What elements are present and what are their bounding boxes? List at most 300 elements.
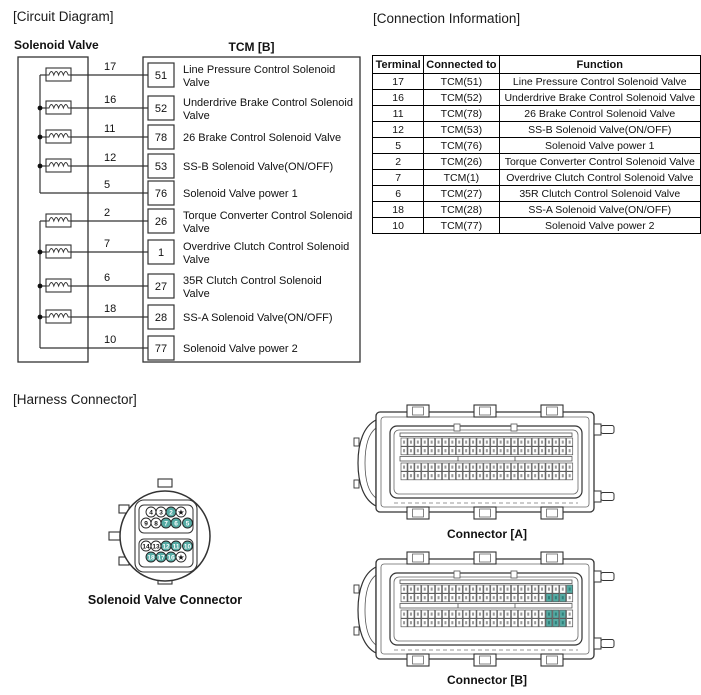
pin-mark: [555, 466, 557, 469]
table-cell: SS-A Solenoid Valve(ON/OFF): [499, 202, 700, 218]
pin-mark: [513, 588, 515, 591]
function-label: Solenoid Valve power 1: [183, 188, 298, 200]
pin-mark: [520, 588, 522, 591]
circuit-diagram-title: [Circuit Diagram]: [13, 9, 114, 24]
pin-mark: [403, 441, 405, 444]
pin-mark: [534, 613, 536, 616]
function-label: Underdrive Brake Control Solenoid: [183, 97, 353, 109]
pin-label: 16: [167, 554, 175, 562]
function-label: 26 Brake Control Solenoid Valve: [183, 132, 342, 144]
pin-mark: [479, 449, 481, 452]
pin-mark: [472, 474, 474, 477]
pin-mark: [417, 621, 419, 624]
pin-label: 5: [185, 520, 190, 528]
table-cell: TCM(1): [424, 170, 499, 186]
pin-mark: [465, 621, 467, 624]
pin-mark: [513, 466, 515, 469]
pin-mark: [555, 474, 557, 477]
pin-mark: [424, 466, 426, 469]
circuit-row: [38, 123, 342, 149]
pin-mark: [458, 613, 460, 616]
terminal-number: 11: [104, 123, 116, 135]
pin-mark: [431, 474, 433, 477]
junction-dot: [38, 284, 43, 289]
left-cap: [358, 420, 376, 506]
pin-mark: [541, 613, 543, 616]
terminal-number: 6: [104, 272, 111, 284]
pin-mark: [465, 613, 467, 616]
pin-mark: [410, 449, 412, 452]
pin-number: 52: [154, 103, 168, 115]
pin-mark: [500, 474, 502, 477]
table-cell: TCM(78): [424, 106, 499, 122]
pin-mark: [472, 596, 474, 599]
pin-mark: [465, 588, 467, 591]
pin-mark: [451, 621, 453, 624]
junction-dot: [38, 135, 43, 140]
pin-mark: [562, 588, 564, 591]
pin-mark: [527, 466, 529, 469]
pin-number: 28: [154, 312, 168, 324]
pin-mark: [451, 466, 453, 469]
pin-mark: [458, 621, 460, 624]
pin-mark: [431, 621, 433, 624]
pin-mark: [451, 474, 453, 477]
latch-slot: [511, 571, 517, 578]
pin-mark: [403, 588, 405, 591]
pin-mark: [465, 596, 467, 599]
key-pin-star-icon: ★: [177, 552, 185, 562]
table-cell: TCM(77): [424, 218, 499, 234]
pin-mark: [479, 441, 481, 444]
pin-number: 51: [154, 70, 168, 82]
pin-mark: [562, 449, 564, 452]
pin-mark: [548, 621, 550, 624]
pin-mark: [548, 596, 550, 599]
pin-mark: [486, 449, 488, 452]
terminal-number: 5: [104, 179, 111, 191]
connector-a-label: Connector [A]: [447, 527, 527, 541]
table-row: [373, 138, 701, 154]
pin-mark: [527, 441, 529, 444]
pin-number: 76: [154, 188, 168, 200]
pin-mark: [507, 588, 509, 591]
pin-mark: [562, 613, 564, 616]
pin-mark: [493, 441, 495, 444]
table-cell: Line Pressure Control Solenoid Valve: [499, 74, 700, 90]
pin-mark: [486, 588, 488, 591]
function-label: Valve: [183, 288, 210, 300]
pin-mark: [507, 621, 509, 624]
pin-label: 3: [159, 509, 163, 517]
pin-mark: [541, 621, 543, 624]
function-label: Line Pressure Control Solenoid: [183, 64, 336, 76]
pin-number: 1: [157, 247, 165, 259]
pin-mark: [562, 474, 564, 477]
pin-mark: [569, 449, 571, 452]
solenoid-valve-connector-label: Solenoid Valve Connector: [87, 593, 243, 607]
terminal-number: 16: [104, 94, 117, 106]
left-cap: [358, 567, 376, 653]
pin-mark: [555, 449, 557, 452]
solenoid-valve-label: Solenoid Valve: [14, 38, 99, 52]
pin-mark: [424, 588, 426, 591]
pin-mark: [438, 449, 440, 452]
table-cell: 2: [373, 154, 424, 170]
connector-b-label: Connector [B]: [447, 673, 527, 687]
pin-label: 8: [154, 520, 158, 528]
pin-mark: [507, 466, 509, 469]
table-cell: 11: [373, 106, 424, 122]
pin-mark: [438, 466, 440, 469]
pin-mark: [500, 621, 502, 624]
cap-notch: [354, 480, 359, 488]
pin-label: 2: [169, 509, 173, 517]
pin-mark: [555, 613, 557, 616]
mid-rail: [400, 457, 572, 462]
pin-mark: [493, 596, 495, 599]
mid-rail: [400, 604, 572, 609]
table-row: [373, 74, 701, 90]
pin-mark: [507, 449, 509, 452]
pin-mark: [520, 466, 522, 469]
pin-mark: [527, 588, 529, 591]
pin-mark: [403, 449, 405, 452]
pin-mark: [548, 613, 550, 616]
pin-mark: [562, 596, 564, 599]
table-cell: 12: [373, 122, 424, 138]
pin-mark: [438, 588, 440, 591]
pin-mark: [500, 449, 502, 452]
pin-label: 12: [162, 543, 170, 551]
pin-number: 26: [154, 216, 168, 228]
pin-mark: [458, 474, 460, 477]
pin-mark: [444, 621, 446, 624]
pin-mark: [513, 613, 515, 616]
top-rail: [400, 433, 572, 437]
table-cell: Overdrive Clutch Control Solenoid Valve: [499, 170, 700, 186]
pin-mark: [520, 474, 522, 477]
pin-mark: [410, 466, 412, 469]
pin-label: 4: [149, 509, 153, 517]
terminal-number: 18: [104, 303, 117, 315]
pin-mark: [520, 449, 522, 452]
cap-notch: [354, 585, 359, 593]
pin-mark: [403, 613, 405, 616]
circuit-diagram-drawing: [0, 0, 370, 385]
pin-mark: [472, 449, 474, 452]
pin-mark: [444, 449, 446, 452]
pin-mark: [534, 588, 536, 591]
function-label: Valve: [183, 110, 210, 122]
pin-mark: [417, 613, 419, 616]
pin-mark: [458, 466, 460, 469]
table-cell: 10: [373, 218, 424, 234]
connection-info-table: [372, 55, 701, 234]
pin-mark: [444, 596, 446, 599]
pin-mark: [534, 474, 536, 477]
table-cell: TCM(53): [424, 122, 499, 138]
terminal-number: 12: [104, 152, 117, 164]
pin-mark: [562, 441, 564, 444]
side-post-cap: [601, 640, 614, 648]
pin-label: 9: [144, 520, 148, 528]
pin-mark: [555, 596, 557, 599]
pin-mark: [541, 449, 543, 452]
pin-mark: [486, 441, 488, 444]
pin-mark: [431, 613, 433, 616]
key-pin-star-icon: ★: [177, 507, 185, 517]
circuit-row: [38, 238, 350, 266]
pin-mark: [479, 613, 481, 616]
terminal-number: 2: [104, 207, 111, 219]
pin-mark: [424, 621, 426, 624]
pin-mark: [493, 588, 495, 591]
pin-mark: [548, 474, 550, 477]
pin-mark: [417, 596, 419, 599]
pin-mark: [472, 621, 474, 624]
function-label: SS-A Solenoid Valve(ON/OFF): [183, 312, 333, 324]
function-label: Overdrive Clutch Control Solenoid: [183, 241, 350, 253]
terminal-number: 17: [104, 61, 117, 73]
table-row: [373, 154, 701, 170]
circuit-row: [38, 272, 322, 300]
side-post: [594, 638, 601, 649]
connector-a-drawing: [354, 404, 620, 524]
table-cell: 5: [373, 138, 424, 154]
tcm-b-label: TCM [B]: [228, 40, 275, 54]
pin-mark: [520, 613, 522, 616]
pin-mark: [424, 596, 426, 599]
pin-mark: [403, 466, 405, 469]
pin-mark: [562, 466, 564, 469]
pin-mark: [569, 466, 571, 469]
table-header: Function: [499, 56, 700, 74]
connector-b-drawing: [354, 551, 620, 671]
table-cell: TCM(51): [424, 74, 499, 90]
table-header: Connected to: [424, 56, 499, 74]
pin-mark: [410, 613, 412, 616]
pin-mark: [451, 441, 453, 444]
pin-label: 7: [164, 520, 168, 528]
function-label: Valve: [183, 77, 210, 89]
pin-mark: [507, 474, 509, 477]
pin-mark: [569, 588, 571, 591]
circuit-row: [38, 303, 333, 329]
connection-table: [372, 55, 701, 234]
table-cell: Solenoid Valve power 1: [499, 138, 700, 154]
function-label: Valve: [183, 254, 210, 266]
pin-mark: [451, 596, 453, 599]
pin-mark: [513, 441, 515, 444]
terminal-number: 7: [104, 238, 111, 250]
side-post-cap: [601, 493, 614, 501]
circuit-row: [40, 334, 298, 360]
pin-mark: [520, 441, 522, 444]
pin-label: 11: [172, 543, 180, 551]
pin-mark: [472, 613, 474, 616]
side-post-cap: [601, 573, 614, 581]
pin-mark: [534, 596, 536, 599]
pin-mark: [493, 474, 495, 477]
pin-mark: [548, 466, 550, 469]
pin-mark: [548, 449, 550, 452]
pin-mark: [417, 441, 419, 444]
pin-mark: [507, 441, 509, 444]
table-cell: SS-B Solenoid Valve(ON/OFF): [499, 122, 700, 138]
pin-mark: [534, 466, 536, 469]
pin-mark: [548, 588, 550, 591]
junction-dot: [38, 250, 43, 255]
pin-mark: [527, 621, 529, 624]
table-cell: TCM(28): [424, 202, 499, 218]
pin-mark: [444, 474, 446, 477]
pin-label: 10: [183, 543, 192, 551]
pin-mark: [431, 449, 433, 452]
table-cell: Torque Converter Control Solenoid Valve: [499, 154, 700, 170]
pin-mark: [403, 621, 405, 624]
pin-mark: [444, 613, 446, 616]
pin-mark: [417, 449, 419, 452]
pin-mark: [479, 596, 481, 599]
pin-mark: [569, 441, 571, 444]
table-cell: 17: [373, 74, 424, 90]
function-label: Torque Converter Control Solenoid: [183, 210, 353, 222]
function-label: SS-B Solenoid Valve(ON/OFF): [183, 161, 334, 173]
pin-number: 77: [154, 343, 168, 355]
pin-mark: [458, 441, 460, 444]
table-row: [373, 186, 701, 202]
pin-mark: [562, 621, 564, 624]
table-cell: TCM(27): [424, 186, 499, 202]
pin-mark: [403, 474, 405, 477]
pin-mark: [548, 441, 550, 444]
pin-mark: [410, 596, 412, 599]
pin-label: 17: [157, 554, 165, 562]
function-label: Solenoid Valve power 2: [183, 343, 298, 355]
pin-mark: [541, 474, 543, 477]
circuit-row: [40, 61, 335, 89]
pin-mark: [465, 474, 467, 477]
circuit-row: [40, 179, 298, 205]
pin-mark: [431, 596, 433, 599]
side-post-cap: [601, 426, 614, 434]
pin-mark: [486, 474, 488, 477]
pin-mark: [555, 441, 557, 444]
pin-mark: [507, 596, 509, 599]
junction-dot: [38, 106, 43, 111]
function-label: 35R Clutch Control Solenoid: [183, 275, 322, 287]
table-row: [373, 106, 701, 122]
table-cell: TCM(52): [424, 90, 499, 106]
pin-mark: [534, 621, 536, 624]
pin-number: 53: [154, 161, 168, 173]
pin-mark: [424, 441, 426, 444]
table-cell: 7: [373, 170, 424, 186]
pin-mark: [465, 449, 467, 452]
pin-mark: [438, 613, 440, 616]
pin-mark: [472, 588, 474, 591]
terminal-number: 10: [104, 334, 117, 346]
table-cell: 6: [373, 186, 424, 202]
connection-information-title: [Connection Information]: [373, 11, 521, 26]
cap-notch: [354, 627, 359, 635]
pin-mark: [479, 466, 481, 469]
pin-mark: [410, 588, 412, 591]
pin-mark: [520, 621, 522, 624]
side-post: [594, 491, 601, 502]
pin-mark: [486, 613, 488, 616]
table-row: [373, 122, 701, 138]
pin-mark: [534, 449, 536, 452]
pin-mark: [527, 474, 529, 477]
pin-mark: [555, 621, 557, 624]
pin-mark: [424, 474, 426, 477]
pin-mark: [438, 596, 440, 599]
table-cell: 16: [373, 90, 424, 106]
pin-mark: [451, 613, 453, 616]
pin-mark: [472, 466, 474, 469]
pin-mark: [500, 613, 502, 616]
pin-mark: [424, 449, 426, 452]
pin-mark: [513, 449, 515, 452]
latch-slot: [511, 424, 517, 431]
pin-mark: [424, 613, 426, 616]
pin-mark: [458, 588, 460, 591]
pin-mark: [438, 474, 440, 477]
pin-mark: [431, 588, 433, 591]
pin-mark: [486, 466, 488, 469]
pin-mark: [527, 449, 529, 452]
pin-mark: [451, 588, 453, 591]
circuit-row: [38, 94, 353, 122]
pin-mark: [569, 474, 571, 477]
pin-mark: [444, 466, 446, 469]
function-label: Valve: [183, 223, 210, 235]
pin-mark: [479, 474, 481, 477]
pin-mark: [410, 441, 412, 444]
table-cell: 35R Clutch Control Solenoid Valve: [499, 186, 700, 202]
table-cell: Solenoid Valve power 2: [499, 218, 700, 234]
pin-mark: [465, 441, 467, 444]
pin-mark: [541, 466, 543, 469]
pin-mark: [493, 466, 495, 469]
pin-number: 27: [154, 281, 168, 293]
pin-mark: [541, 596, 543, 599]
pin-mark: [493, 449, 495, 452]
side-post: [594, 424, 601, 435]
latch-slot: [454, 424, 460, 431]
side-post: [594, 571, 601, 582]
harness-connector-title: [Harness Connector]: [13, 392, 137, 407]
pin-mark: [403, 596, 405, 599]
pin-mark: [493, 621, 495, 624]
pin-mark: [431, 466, 433, 469]
junction-dot: [38, 164, 43, 169]
table-cell: 26 Brake Control Solenoid Valve: [499, 106, 700, 122]
pin-label: 6: [174, 520, 178, 528]
cap-notch: [354, 438, 359, 446]
pin-mark: [465, 466, 467, 469]
pin-mark: [458, 449, 460, 452]
pin-mark: [513, 596, 515, 599]
pin-mark: [500, 588, 502, 591]
pin-mark: [417, 588, 419, 591]
table-cell: TCM(76): [424, 138, 499, 154]
table-cell: Underdrive Brake Control Solenoid Valve: [499, 90, 700, 106]
top-rail: [400, 580, 572, 584]
pin-mark: [541, 588, 543, 591]
